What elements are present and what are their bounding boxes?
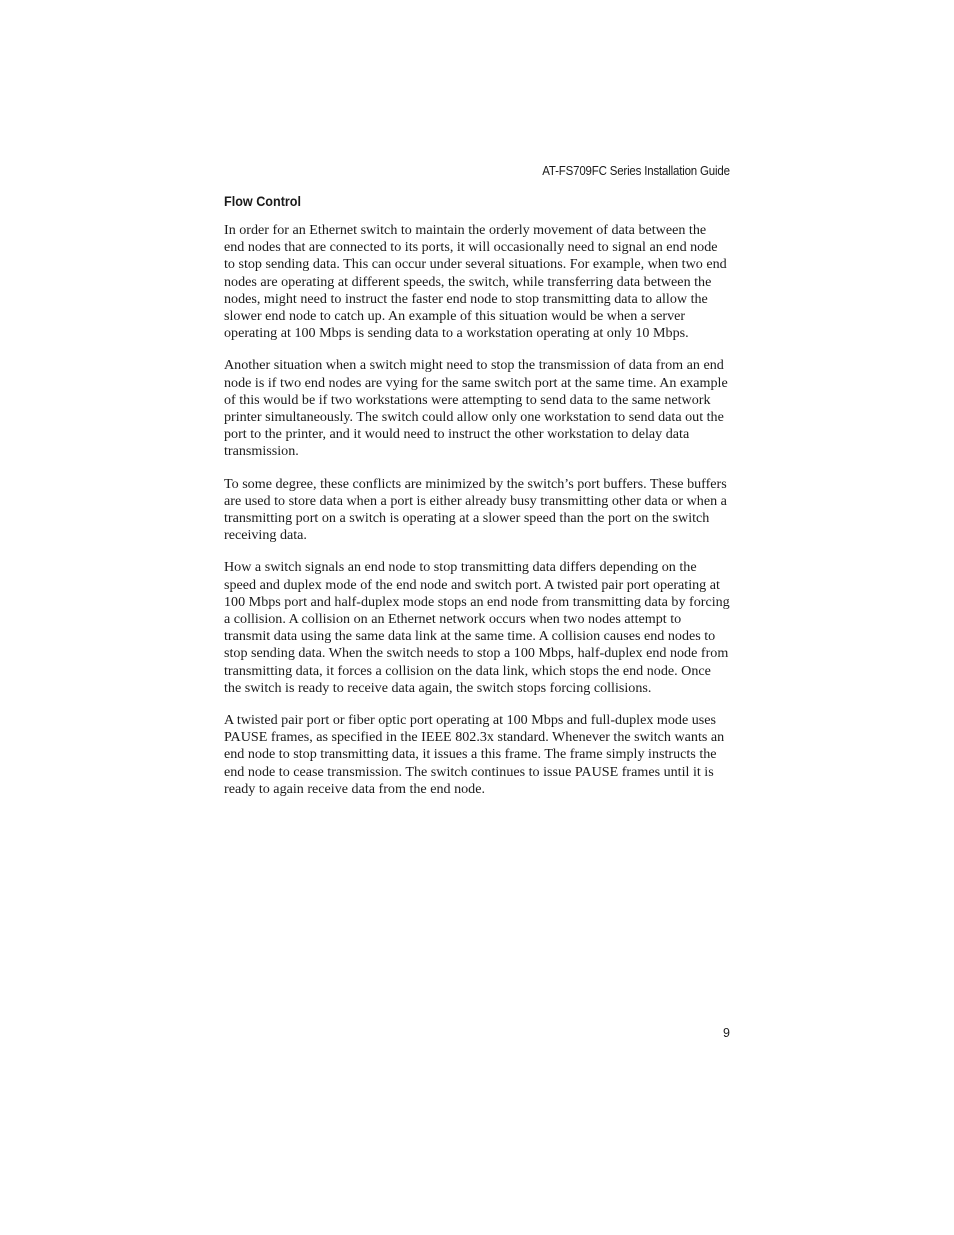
section-content	[224, 193, 730, 813]
paragraph-2: Another situation when a switch might need to stop the transmission of data from an end node is if two end nodes are vying for the same switch port at the same time. An example of this would be if two workstations were attempting to send data to the same network printer simultaneously. The switch could allow only one workstation to send data out the port to the printer, and it would need to instruct the other workstation to delay data transmission.	[224, 357, 728, 460]
paragraph-3: To some degree, these conflicts are minimized by the switch’s port buffers. These buffers are used to store data when a port is either already busy transmitting other data or when a transmitting port on a switch is operating at a slower speed than the port on the switch receiving data.	[224, 475, 727, 544]
running-header: AT-FS709FC Series Installation Guide	[542, 164, 730, 178]
paragraph-4: How a switch signals an end node to stop transmitting data differs depending on the speed and duplex mode of the end node and switch port. A twisted pair port operating at 100 Mbps port and half-duplex mode stops an end node from transmitting data by forcing a collision. A collision on an Ethernet network occurs when two nodes attempt to transmit data using the same data link at the same time. A collision causes end nodes to stop sending data. When the switch needs to stop a 100 Mbps, half-duplex end node from transmitting data, it forces a collision on the data link, which stops the end node. Once the switch is ready to receive data again, the switch stops forcing collisions.	[224, 559, 730, 696]
page-number: 9	[723, 1026, 730, 1040]
section-title: Flow Control	[224, 193, 301, 209]
paragraph-1: In order for an Ethernet switch to maintain the orderly movement of data between the end nodes that are connected to its ports, it will occasionally need to signal an end node to stop sending data. This can occur under several situations. For example, when two end nodes are operating at different speeds, the switch, while transferring data between the nodes, might need to instruct the faster end node to stop transmitting data to allow the slower end node to catch up. An example of this situation would be when a server operating at 100 Mbps is sending data to a workstation operating at only 10 Mbps.	[224, 222, 727, 342]
paragraph-5: A twisted pair port or fiber optic port operating at 100 Mbps and full-duplex mode uses PAUSE frames, as specified in the IEEE 802.3x standard. Whenever the switch wants an end node to stop transmitting data, it issues a this frame. The frame simply instructs the end node to cease transmission. The switch continues to issue PAUSE frames until it is ready to again receive data from the end node.	[224, 712, 725, 797]
